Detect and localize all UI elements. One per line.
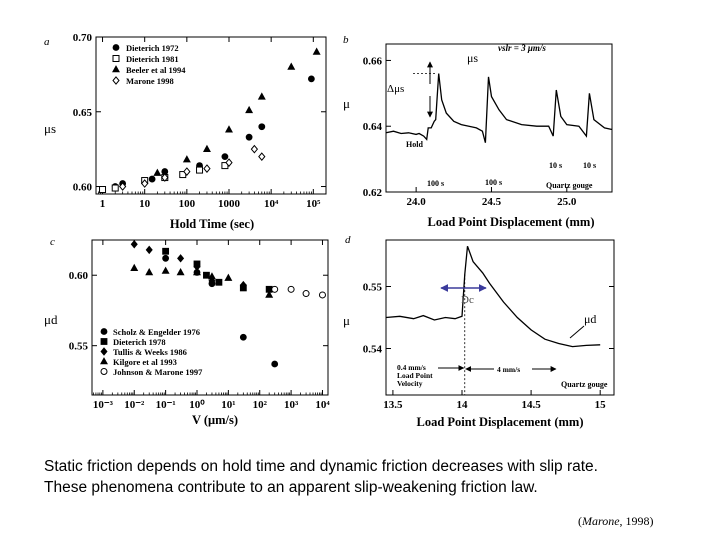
data-point	[163, 255, 169, 261]
data-point	[162, 267, 169, 273]
legend	[101, 327, 203, 377]
x-axis-label: Hold Time (sec)	[169, 217, 255, 231]
legend-marker	[101, 348, 107, 355]
data-point	[288, 286, 294, 292]
legend-label: Dieterich 1978	[113, 337, 166, 347]
panel-label-c: c	[50, 236, 55, 248]
data-point	[259, 93, 266, 99]
x-tick-label: 14	[456, 399, 468, 411]
velocity-1c-label: Velocity	[397, 379, 423, 388]
data-point	[100, 187, 106, 193]
y-axis-label: μd	[44, 312, 58, 327]
hold-100s-label-2: 100 s	[485, 178, 503, 187]
hold-label: Hold	[406, 140, 423, 149]
velocity-1b-label: Load Point	[397, 371, 433, 380]
x-tick-label: 10³	[283, 399, 299, 411]
data-point	[259, 124, 265, 130]
data-point	[251, 146, 257, 153]
data-point	[184, 156, 191, 162]
x-tick-label: 10	[139, 198, 151, 210]
panel-label-a: a	[44, 36, 50, 48]
gouge-label: Quartz gouge	[546, 181, 593, 190]
x-tick-label: 15	[594, 399, 606, 411]
legend-marker	[113, 77, 119, 84]
mu-d-pointer	[570, 326, 584, 338]
x-tick-label: 100	[178, 198, 196, 210]
x-tick-label: 1	[99, 198, 106, 210]
y-tick-label: 0.55	[68, 340, 88, 353]
x-tick-label: 10²	[252, 399, 267, 411]
panel-c	[44, 240, 330, 427]
mu-s-label: μs	[467, 51, 479, 65]
legend-label: Dieterich 1981	[126, 54, 179, 64]
hold-10s-label-1: 10 s	[549, 161, 563, 170]
y-tick-label: 0.55	[362, 281, 382, 294]
legend-label: Scholz & Engelder 1976	[113, 327, 200, 337]
y-tick-label: 0.62	[362, 187, 382, 199]
citation	[578, 514, 654, 529]
data-point	[226, 126, 233, 132]
legend-marker	[113, 45, 119, 51]
y-tick-label: 0.64	[362, 121, 382, 134]
data-point	[163, 248, 169, 254]
data-point	[149, 176, 155, 182]
caption-line-2: These phenomena contribute to an apparent slip-weakening friction law.	[44, 479, 538, 496]
citation-author: Marone	[582, 514, 620, 528]
y-tick-label: 0.54	[362, 343, 382, 356]
delta-mu-s-label: Δμs	[387, 83, 405, 95]
x-tick-label: 10⁵	[306, 198, 321, 210]
x-axis-label: Load Point Displacement (mm)	[416, 415, 584, 429]
x-tick-label: 10⁻¹	[155, 399, 176, 411]
x-tick-label: 24.0	[406, 196, 426, 208]
legend-label: Kilgore et al 1993	[113, 357, 177, 367]
legend-label: Dieterich 1972	[126, 43, 179, 53]
series-line	[386, 246, 600, 346]
y-tick-label: 0.60	[72, 181, 92, 194]
data-point	[154, 169, 161, 175]
legend-marker	[101, 358, 108, 364]
data-point	[131, 241, 137, 248]
data-point	[146, 246, 152, 253]
y-axis-label: μ	[343, 96, 350, 111]
data-point	[222, 154, 228, 160]
x-tick-label: 10⁻³	[92, 399, 113, 411]
panel-d	[343, 240, 614, 429]
citation-open: (	[578, 514, 582, 528]
mu-d-label: μd	[584, 312, 597, 326]
data-point	[246, 107, 253, 113]
hold-100s-label-1: 100 s	[427, 179, 445, 188]
data-point	[272, 361, 278, 367]
plot-frame	[386, 44, 612, 192]
data-point	[308, 76, 314, 82]
panel-label-b: b	[343, 34, 349, 46]
data-point	[225, 274, 232, 280]
velocity-1-label: 0.4 mm/s	[397, 363, 426, 372]
legend-label: Tullis & Weeks 1986	[113, 347, 187, 357]
legend-marker	[113, 66, 120, 72]
data-point	[177, 269, 184, 275]
x-tick-label: 10¹	[221, 399, 236, 411]
x-tick-label: 10⁻²	[124, 399, 145, 411]
x-tick-label: 14.5	[521, 399, 541, 411]
citation-rest: , 1998)	[619, 514, 654, 528]
hold-10s-label-2: 10 s	[583, 161, 597, 170]
series-line	[386, 74, 612, 143]
gouge-label: Quartz gouge	[561, 380, 608, 389]
legend-marker	[101, 329, 107, 335]
legend-marker	[101, 369, 107, 375]
caption	[44, 456, 704, 498]
velocity-label: vslr = 3 μm/s	[498, 43, 546, 53]
data-point	[303, 291, 309, 297]
data-point	[131, 265, 138, 271]
data-point	[216, 279, 222, 285]
x-axis-label: Load Point Displacement (mm)	[427, 215, 595, 229]
legend-label: Johnson & Marone 1997	[113, 367, 203, 377]
x-tick-label: 13.5	[383, 399, 403, 411]
y-axis-label: μs	[44, 121, 57, 136]
dc-label: Dc	[461, 294, 474, 306]
legend	[113, 43, 187, 86]
legend-marker	[101, 339, 107, 345]
panel-b	[343, 43, 612, 229]
panel-label-d: d	[345, 234, 351, 246]
data-point	[240, 334, 246, 340]
data-point	[204, 165, 210, 172]
x-axis-label: V (μm/s)	[191, 413, 239, 427]
x-tick-label: 10⁴	[315, 399, 330, 411]
y-tick-label: 0.60	[68, 270, 88, 283]
x-tick-label: 24.5	[481, 196, 502, 208]
caption-line-1: Static friction depends on hold time and dynamic friction decreases with slip rate.	[44, 458, 598, 475]
y-tick-label: 0.70	[72, 32, 92, 44]
x-tick-label: 1000	[217, 198, 240, 210]
data-point	[259, 153, 265, 160]
data-point	[197, 167, 203, 173]
y-tick-label: 0.65	[72, 106, 92, 119]
legend-marker	[113, 56, 119, 62]
legend-label: Beeler et al 1994	[126, 65, 186, 75]
panel-a	[44, 32, 326, 231]
data-point	[313, 48, 320, 54]
data-point	[319, 292, 325, 298]
y-axis-label: μ	[343, 313, 350, 328]
data-point	[272, 286, 278, 292]
data-point	[246, 134, 252, 140]
x-tick-label: 10⁴	[263, 198, 279, 210]
data-point	[204, 146, 211, 152]
x-tick-label: 10⁰	[189, 399, 205, 411]
velocity-2-label: 4 mm/s	[497, 365, 521, 374]
data-point	[112, 185, 118, 191]
data-point	[203, 272, 209, 278]
data-point	[288, 63, 295, 69]
data-point	[178, 255, 184, 262]
y-tick-label: 0.66	[362, 55, 382, 68]
legend-label: Marone 1998	[126, 76, 174, 86]
data-point	[146, 269, 153, 275]
x-tick-label: 25.0	[557, 196, 577, 208]
